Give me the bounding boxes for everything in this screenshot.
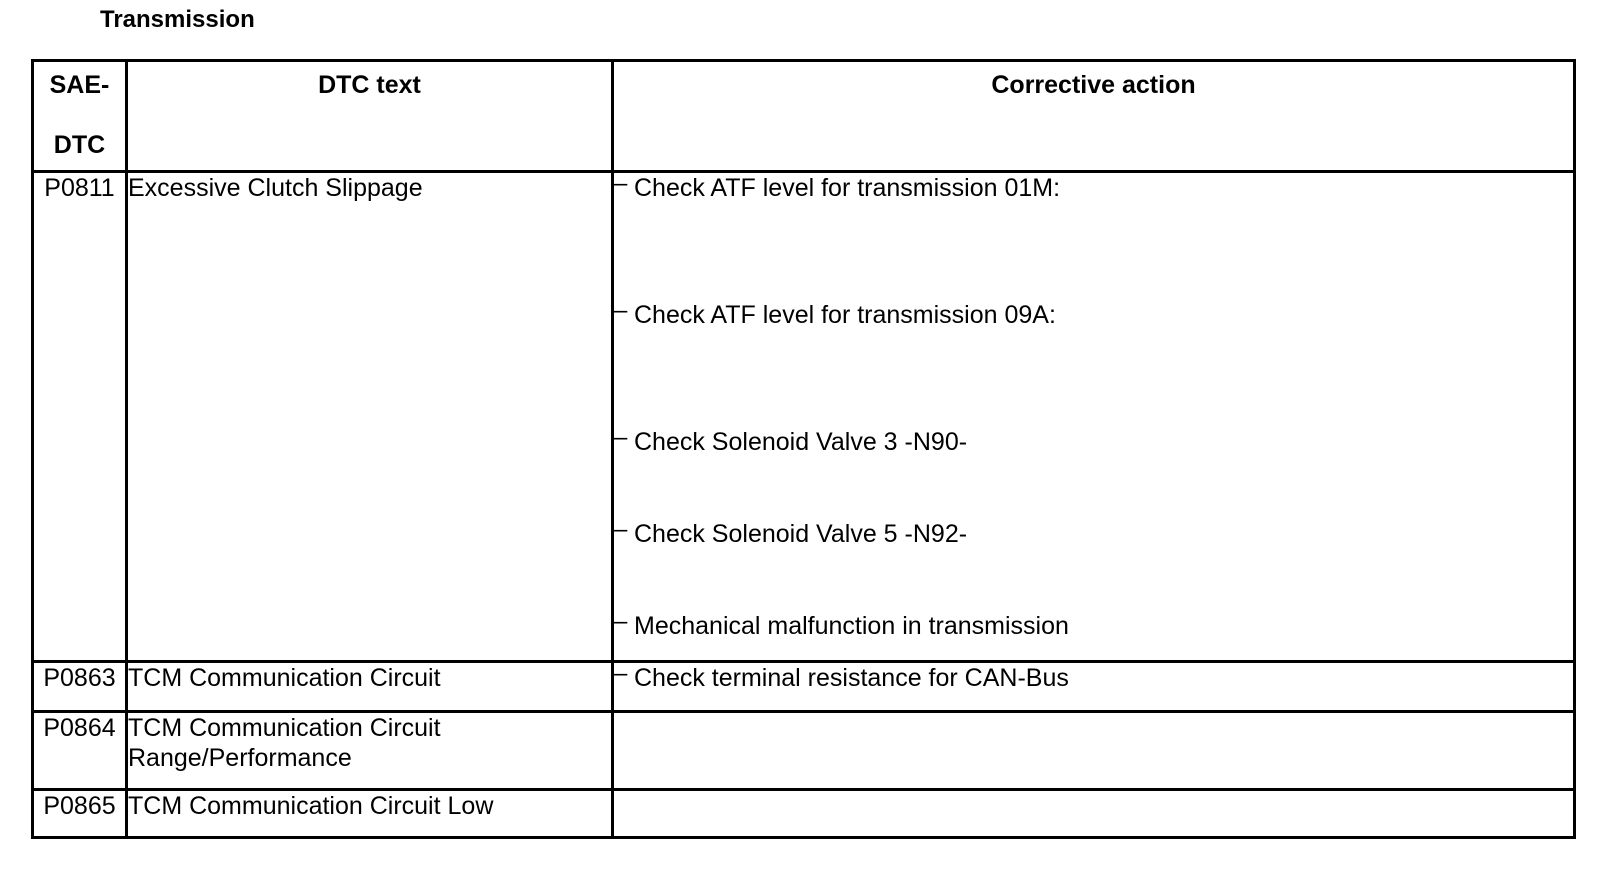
- action-text: Check Solenoid Valve 5 -N92-: [634, 520, 968, 548]
- dash-icon: –: [614, 424, 628, 451]
- action-item: [614, 516, 1573, 549]
- dtc-text-cell: TCM Communication Circuit Low: [127, 790, 613, 838]
- corrective-action-cell: [613, 662, 1575, 712]
- header-corrective-action: Corrective action: [613, 61, 1575, 172]
- header-sae-dtc: [33, 61, 127, 172]
- action-list: [614, 170, 1573, 641]
- table-row: [33, 790, 1575, 838]
- dtc-text-line: Range/Performance: [128, 744, 352, 772]
- action-text: Mechanical malfunction in transmission: [634, 612, 1069, 640]
- section-title: Transmission: [100, 6, 255, 33]
- header-sae-dtc-line2: DTC: [53, 131, 106, 159]
- dtc-code-cell: P0863: [33, 662, 127, 712]
- corrective-action-cell: [613, 712, 1575, 790]
- dtc-text-line: TCM Communication Circuit: [128, 714, 441, 742]
- dash-icon: –: [614, 660, 628, 687]
- table-row: [33, 662, 1575, 712]
- dash-icon: –: [614, 297, 628, 324]
- dtc-code-cell: P0864: [33, 712, 127, 790]
- action-item: [614, 660, 1573, 693]
- action-text: Check terminal resistance for CAN-Bus: [634, 664, 1069, 692]
- dash-icon: –: [614, 170, 628, 197]
- action-item: [614, 608, 1573, 641]
- header-sae-dtc-line1: SAE-: [49, 71, 110, 99]
- action-item: [614, 297, 1573, 330]
- dtc-table: [31, 59, 1576, 839]
- table-row: [33, 712, 1575, 790]
- action-list: [614, 660, 1573, 693]
- action-text: Check ATF level for transmission 09A:: [634, 301, 1056, 329]
- action-text: Check Solenoid Valve 3 -N90-: [634, 428, 968, 456]
- dtc-text-cell: TCM Communication Circuit: [127, 662, 613, 712]
- dash-icon: –: [614, 516, 628, 543]
- dtc-code-cell: P0865: [33, 790, 127, 838]
- dash-icon: –: [614, 608, 628, 635]
- header-dtc-text: DTC text: [127, 61, 613, 172]
- dtc-code-cell: P0811: [33, 172, 127, 662]
- corrective-action-cell: [613, 172, 1575, 662]
- action-item: [614, 424, 1573, 457]
- table-row: [33, 172, 1575, 662]
- dtc-text-cell: [127, 712, 613, 790]
- table-header-row: [33, 61, 1575, 172]
- action-item: [614, 170, 1573, 203]
- dtc-text-cell: Excessive Clutch Slippage: [127, 172, 613, 662]
- corrective-action-cell: [613, 790, 1575, 838]
- action-text: Check ATF level for transmission 01M:: [634, 174, 1061, 202]
